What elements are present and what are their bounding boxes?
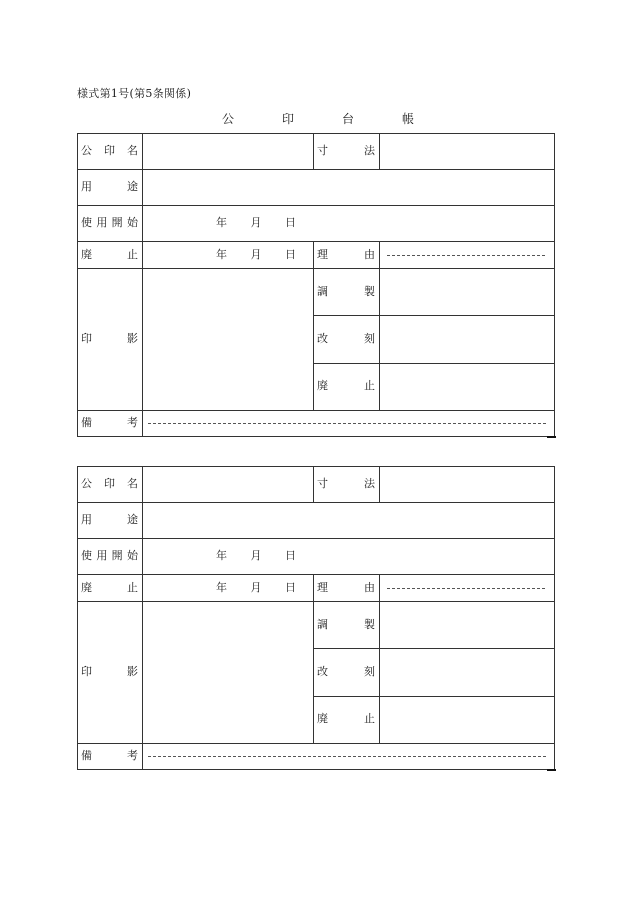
- corner-mark: [547, 436, 556, 438]
- seal-name-label: [81, 145, 138, 157]
- label-char: 寸: [317, 477, 328, 490]
- remarks-dotted-line: [148, 756, 546, 757]
- label-char: 印: [81, 332, 92, 345]
- size-label: [317, 478, 375, 490]
- label-char: 印: [104, 144, 115, 157]
- abolition-date-line: [216, 582, 296, 594]
- abolished-label: [317, 380, 375, 392]
- label-char: 始: [126, 549, 138, 562]
- recarved-label: [317, 666, 375, 678]
- start-use-label: [81, 217, 138, 229]
- label-char: 始: [126, 216, 138, 229]
- label-char: 使: [81, 216, 92, 229]
- label-char: 止: [127, 248, 138, 261]
- label-char: 廃: [317, 712, 328, 725]
- label-char: 廃: [81, 581, 92, 594]
- label-char: 製: [364, 618, 375, 631]
- label-char: 印: [81, 665, 92, 678]
- document-title: [222, 110, 462, 127]
- label-char: 理: [317, 581, 328, 594]
- seal-name-label: [81, 478, 138, 490]
- label-char: 日: [285, 248, 296, 261]
- label-char: 止: [364, 379, 375, 392]
- made-label: [317, 286, 375, 298]
- label-char: 途: [127, 180, 138, 193]
- label-char: 改: [317, 665, 328, 678]
- label-char: 日: [285, 581, 296, 594]
- recarved-label: [317, 333, 375, 345]
- title-char: 印: [282, 112, 295, 126]
- remarks-label: [81, 750, 138, 762]
- start-date-line: [216, 550, 296, 562]
- label-char: 影: [127, 332, 138, 345]
- label-char: 止: [364, 712, 375, 725]
- label-char: 考: [127, 416, 138, 429]
- abolished-label: [317, 713, 375, 725]
- start-use-label: [81, 550, 138, 562]
- label-char: 用: [81, 180, 92, 193]
- abolition-label: [81, 249, 138, 261]
- remarks-label: [81, 417, 138, 429]
- label-char: 廃: [317, 379, 328, 392]
- label-char: 公: [81, 144, 92, 157]
- impression-label: [81, 333, 138, 345]
- label-char: 月: [250, 248, 262, 261]
- made-label: [317, 619, 375, 631]
- label-char: 月: [250, 216, 262, 229]
- label-char: 年: [216, 581, 227, 594]
- label-char: 名: [127, 144, 138, 157]
- label-char: 考: [127, 749, 138, 762]
- label-char: 開: [111, 549, 123, 562]
- reason-label: [317, 582, 375, 594]
- label-char: 日: [285, 549, 296, 562]
- label-char: 刻: [364, 665, 375, 678]
- label-char: 印: [104, 477, 115, 490]
- corner-mark: [547, 769, 556, 771]
- label-char: 備: [81, 416, 92, 429]
- label-char: 用: [96, 549, 108, 562]
- size-label: [317, 145, 375, 157]
- label-char: 製: [364, 285, 375, 298]
- label-char: 途: [127, 513, 138, 526]
- purpose-label: [81, 514, 138, 526]
- label-char: 影: [127, 665, 138, 678]
- purpose-label: [81, 181, 138, 193]
- remarks-dotted-line: [148, 423, 546, 424]
- label-char: 開: [111, 216, 123, 229]
- label-char: 刻: [364, 332, 375, 345]
- label-char: 調: [317, 285, 328, 298]
- start-date-line: [216, 217, 296, 229]
- reason-label: [317, 249, 375, 261]
- reason-dotted-line: [387, 255, 545, 256]
- label-char: 公: [81, 477, 92, 490]
- title-char: 公: [222, 112, 235, 126]
- label-char: 改: [317, 332, 328, 345]
- label-char: 由: [364, 581, 375, 594]
- label-char: 名: [127, 477, 138, 490]
- label-char: 用: [81, 513, 92, 526]
- label-char: 年: [216, 549, 227, 562]
- seal-ledger-2: [77, 466, 555, 769]
- title-char: 台: [342, 112, 355, 126]
- label-char: 使: [81, 549, 92, 562]
- label-char: 寸: [317, 144, 328, 157]
- title-char: 帳: [402, 112, 415, 126]
- label-char: 備: [81, 749, 92, 762]
- abolition-date-line: [216, 249, 296, 261]
- label-char: 日: [285, 216, 296, 229]
- reason-dotted-line: [387, 588, 545, 589]
- label-char: 月: [250, 549, 262, 562]
- form-number-label: 様式第1号(第5条関係): [77, 87, 192, 100]
- label-char: 由: [364, 248, 375, 261]
- label-char: 止: [127, 581, 138, 594]
- label-char: 月: [250, 581, 262, 594]
- abolition-label: [81, 582, 138, 594]
- label-char: 年: [216, 248, 227, 261]
- label-char: 年: [216, 216, 227, 229]
- label-char: 法: [364, 144, 375, 157]
- impression-label: [81, 666, 138, 678]
- label-char: 調: [317, 618, 328, 631]
- label-char: 理: [317, 248, 328, 261]
- seal-ledger-1: [77, 133, 555, 436]
- label-char: 法: [364, 477, 375, 490]
- label-char: 用: [96, 216, 108, 229]
- label-char: 廃: [81, 248, 92, 261]
